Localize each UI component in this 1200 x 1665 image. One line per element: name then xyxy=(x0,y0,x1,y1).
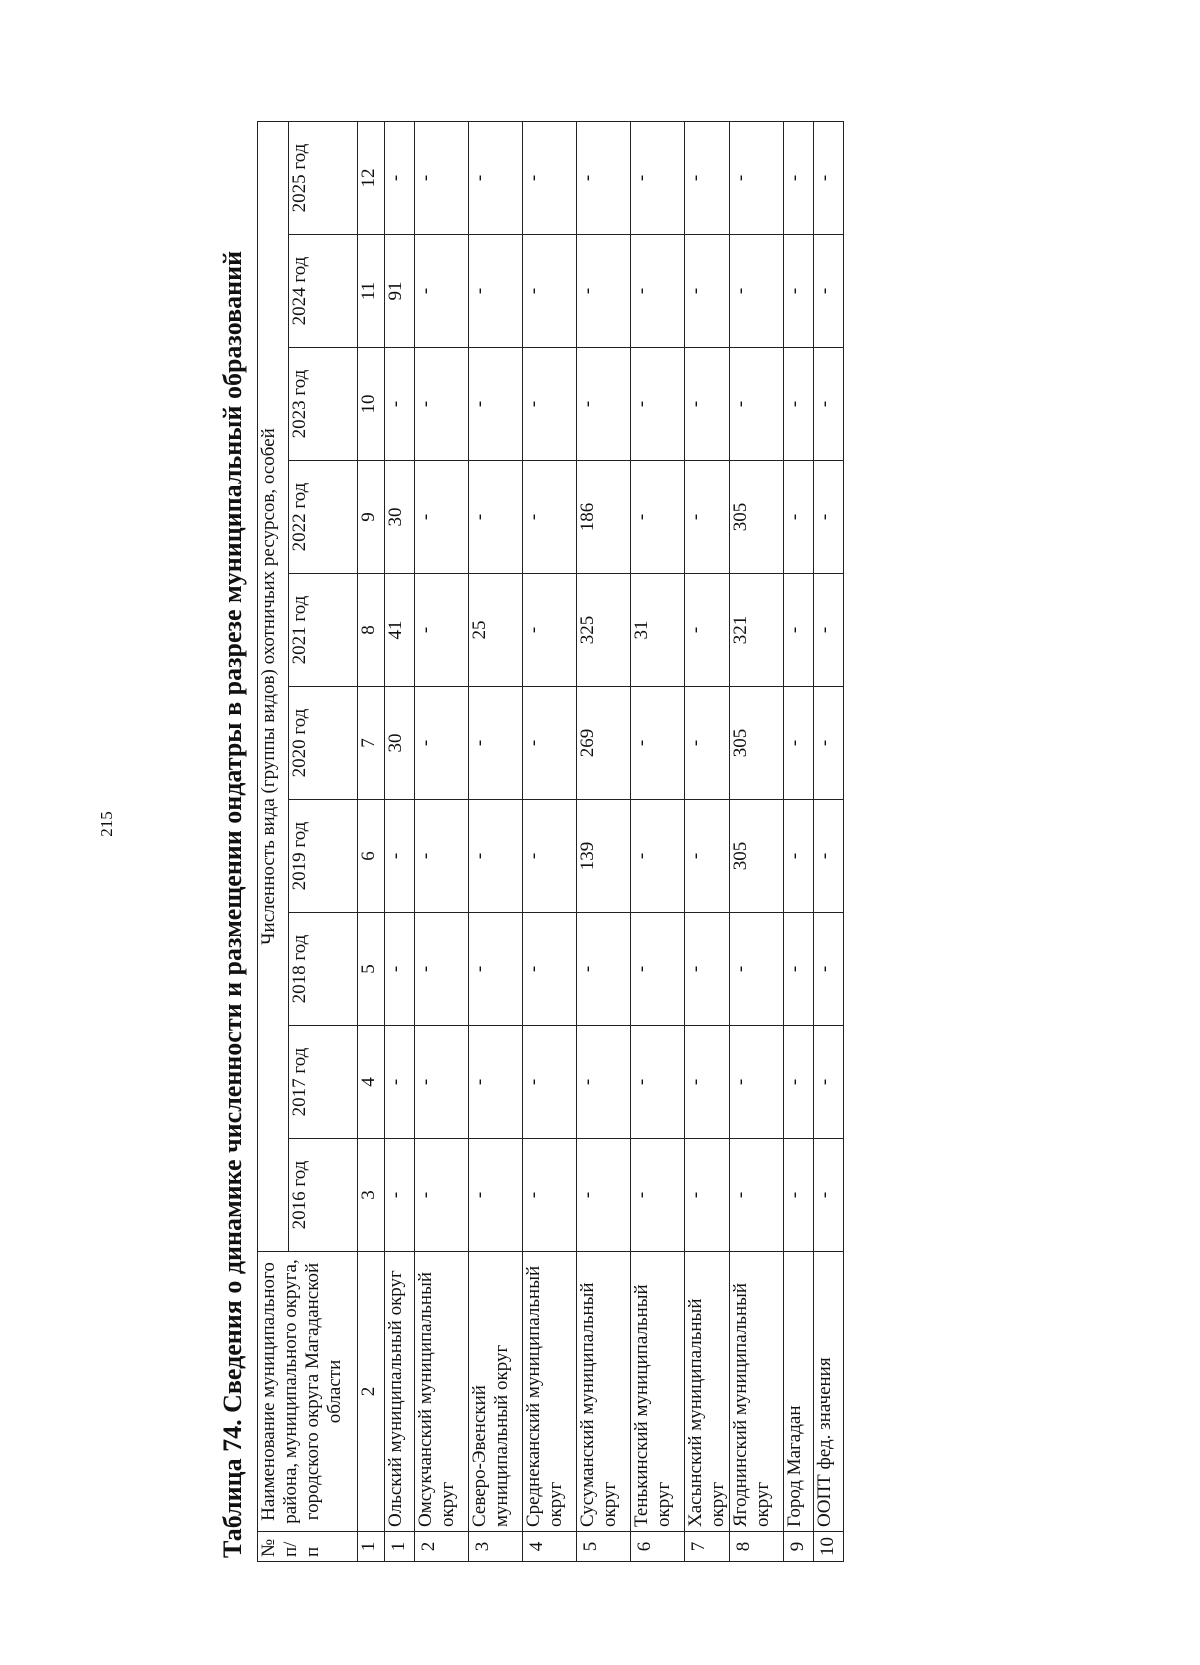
cell-value: - xyxy=(385,1026,415,1139)
header-year: 2022 год xyxy=(289,461,358,574)
row-name: Сусуманский муниципальный округ xyxy=(577,1252,631,1532)
cell-value: 269 xyxy=(577,687,631,800)
cell-value: - xyxy=(577,913,631,1026)
cell-value: 25 xyxy=(469,574,523,687)
column-numbers-row xyxy=(358,121,385,1561)
row-name: Северо-Эвенский муниципальный округ xyxy=(469,1252,523,1532)
header-year: 2017 год xyxy=(289,1026,358,1139)
column-number: 5 xyxy=(358,913,385,1026)
cell-value: - xyxy=(814,574,844,687)
cell-value: - xyxy=(631,687,685,800)
cell-value: - xyxy=(523,913,577,1026)
cell-value: - xyxy=(631,800,685,913)
cell-value: - xyxy=(685,913,730,1026)
column-number: 9 xyxy=(358,461,385,574)
cell-value: - xyxy=(631,348,685,461)
row-number: 7 xyxy=(685,1532,730,1562)
cell-value: - xyxy=(577,121,631,234)
cell-value: - xyxy=(469,1026,523,1139)
cell-value: - xyxy=(631,1139,685,1252)
row-name: Ягоднинский муниципальный округ xyxy=(730,1252,784,1532)
cell-value: - xyxy=(577,348,631,461)
cell-value: - xyxy=(385,1139,415,1252)
row-name: Ольский муниципальный округ xyxy=(385,1252,415,1532)
cell-value: - xyxy=(685,800,730,913)
header-year: 2023 год xyxy=(289,348,358,461)
cell-value: 305 xyxy=(730,687,784,800)
cell-value: - xyxy=(685,1026,730,1139)
row-number: 3 xyxy=(469,1532,523,1562)
cell-value: 305 xyxy=(730,461,784,574)
column-number: 11 xyxy=(358,235,385,348)
cell-value: - xyxy=(415,574,469,687)
cell-value: - xyxy=(415,1026,469,1139)
rotated-document-content xyxy=(213,122,863,1562)
column-number: 3 xyxy=(358,1139,385,1252)
cell-value: - xyxy=(577,1139,631,1252)
cell-value: - xyxy=(523,800,577,913)
row-number: 10 xyxy=(814,1532,844,1562)
cell-value: - xyxy=(469,348,523,461)
header-year: 2018 год xyxy=(289,913,358,1026)
row-number: 1 xyxy=(385,1532,415,1562)
cell-value: - xyxy=(730,913,784,1026)
cell-value: - xyxy=(784,121,814,234)
cell-value: - xyxy=(685,574,730,687)
table-row xyxy=(415,121,469,1561)
row-name: ООПТ фед. значения xyxy=(814,1252,844,1532)
page-number: 215 xyxy=(97,811,116,837)
cell-value: - xyxy=(415,800,469,913)
cell-value: - xyxy=(415,348,469,461)
cell-value: - xyxy=(685,461,730,574)
column-number: 8 xyxy=(358,574,385,687)
cell-value: - xyxy=(631,913,685,1026)
cell-value: - xyxy=(685,687,730,800)
header-row xyxy=(258,121,289,1561)
cell-value: - xyxy=(730,121,784,234)
table-row xyxy=(730,121,784,1561)
cell-value: - xyxy=(730,348,784,461)
cell-value: - xyxy=(415,687,469,800)
column-number: 1 xyxy=(358,1532,385,1562)
cell-value: - xyxy=(469,913,523,1026)
cell-value: - xyxy=(415,913,469,1026)
cell-value: - xyxy=(814,348,844,461)
row-name: Хасынский муниципальный округ xyxy=(685,1252,730,1532)
cell-value: - xyxy=(523,348,577,461)
cell-value: - xyxy=(631,461,685,574)
table-body xyxy=(258,121,844,1561)
cell-value: - xyxy=(784,348,814,461)
cell-value: 31 xyxy=(631,574,685,687)
column-number: 4 xyxy=(358,1026,385,1139)
cell-value: - xyxy=(385,348,415,461)
cell-value: - xyxy=(523,121,577,234)
cell-value: - xyxy=(523,574,577,687)
column-number: 2 xyxy=(358,1252,385,1532)
row-number: 5 xyxy=(577,1532,631,1562)
cell-value: - xyxy=(523,1026,577,1139)
header-year: 2019 год xyxy=(289,800,358,913)
row-number: 8 xyxy=(730,1532,784,1562)
cell-value: 30 xyxy=(385,687,415,800)
cell-value: - xyxy=(784,1026,814,1139)
row-name: Омсукчанский муниципальный округ xyxy=(415,1252,469,1532)
cell-value: - xyxy=(730,1026,784,1139)
cell-value: - xyxy=(784,235,814,348)
cell-value: 91 xyxy=(385,235,415,348)
cell-value: - xyxy=(415,1139,469,1252)
header-year: 2016 год xyxy=(289,1139,358,1252)
table-row xyxy=(577,121,631,1561)
row-number: 9 xyxy=(784,1532,814,1562)
column-number: 6 xyxy=(358,800,385,913)
cell-value: - xyxy=(814,461,844,574)
cell-value: - xyxy=(577,1026,631,1139)
table-row xyxy=(385,121,415,1561)
cell-value: 321 xyxy=(730,574,784,687)
header-year: 2024 год xyxy=(289,235,358,348)
table-row xyxy=(814,121,844,1561)
table-row xyxy=(784,121,814,1561)
header-year: 2021 год xyxy=(289,574,358,687)
cell-value: - xyxy=(469,461,523,574)
table-row xyxy=(469,121,523,1561)
cell-value: - xyxy=(814,121,844,234)
header-num: № п/п xyxy=(258,1532,358,1562)
cell-value: - xyxy=(523,235,577,348)
cell-value: - xyxy=(523,1139,577,1252)
cell-value: - xyxy=(685,121,730,234)
cell-value: - xyxy=(784,800,814,913)
cell-value: - xyxy=(469,687,523,800)
header-name: Наименование муниципального района, муниципального округа, городского округа Магаданской области xyxy=(258,1252,358,1532)
cell-value: - xyxy=(415,235,469,348)
table-row xyxy=(523,121,577,1561)
cell-value: - xyxy=(814,687,844,800)
cell-value: - xyxy=(631,121,685,234)
column-number: 12 xyxy=(358,121,385,234)
cell-value: - xyxy=(685,1139,730,1252)
cell-value: 186 xyxy=(577,461,631,574)
cell-value: - xyxy=(415,121,469,234)
cell-value: - xyxy=(469,800,523,913)
cell-value: - xyxy=(784,687,814,800)
cell-value: - xyxy=(577,235,631,348)
header-group: Численность вида (группы видов) охотничьих ресурсов, особей xyxy=(258,121,289,1251)
header-year: 2025 год xyxy=(289,121,358,234)
table-row xyxy=(631,121,685,1561)
cell-value: - xyxy=(784,461,814,574)
cell-value: - xyxy=(631,235,685,348)
table-row xyxy=(685,121,730,1561)
cell-value: - xyxy=(385,913,415,1026)
cell-value: - xyxy=(385,121,415,234)
cell-value: - xyxy=(415,461,469,574)
cell-value: - xyxy=(631,1026,685,1139)
row-name: Тенькинский муниципальный округ xyxy=(631,1252,685,1532)
cell-value: - xyxy=(685,348,730,461)
column-number: 10 xyxy=(358,348,385,461)
table-title: Таблица 74. Сведения о динамике численности и размещении ондатры в разрезе муниципальный образований xyxy=(218,250,247,1558)
row-number: 2 xyxy=(415,1532,469,1562)
cell-value: - xyxy=(784,1139,814,1252)
cell-value: - xyxy=(730,1139,784,1252)
cell-value: 30 xyxy=(385,461,415,574)
cell-value: - xyxy=(523,687,577,800)
cell-value: 41 xyxy=(385,574,415,687)
cell-value: - xyxy=(730,235,784,348)
header-year: 2020 год xyxy=(289,687,358,800)
row-name: Среднеканский муниципальный округ xyxy=(523,1252,577,1532)
cell-value: 305 xyxy=(730,800,784,913)
row-number: 6 xyxy=(631,1532,685,1562)
row-name: Город Магадан xyxy=(784,1252,814,1532)
cell-value: - xyxy=(814,1139,844,1252)
cell-value: 139 xyxy=(577,800,631,913)
cell-value: - xyxy=(814,235,844,348)
cell-value: - xyxy=(784,574,814,687)
cell-value: - xyxy=(814,913,844,1026)
cell-value: - xyxy=(385,800,415,913)
cell-value: - xyxy=(469,1139,523,1252)
data-table xyxy=(257,121,844,1562)
cell-value: - xyxy=(469,121,523,234)
cell-value: - xyxy=(685,235,730,348)
cell-value: - xyxy=(814,800,844,913)
cell-value: - xyxy=(523,461,577,574)
cell-value: - xyxy=(469,235,523,348)
cell-value: 325 xyxy=(577,574,631,687)
cell-value: - xyxy=(814,1026,844,1139)
row-number: 4 xyxy=(523,1532,577,1562)
cell-value: - xyxy=(784,913,814,1026)
column-number: 7 xyxy=(358,687,385,800)
